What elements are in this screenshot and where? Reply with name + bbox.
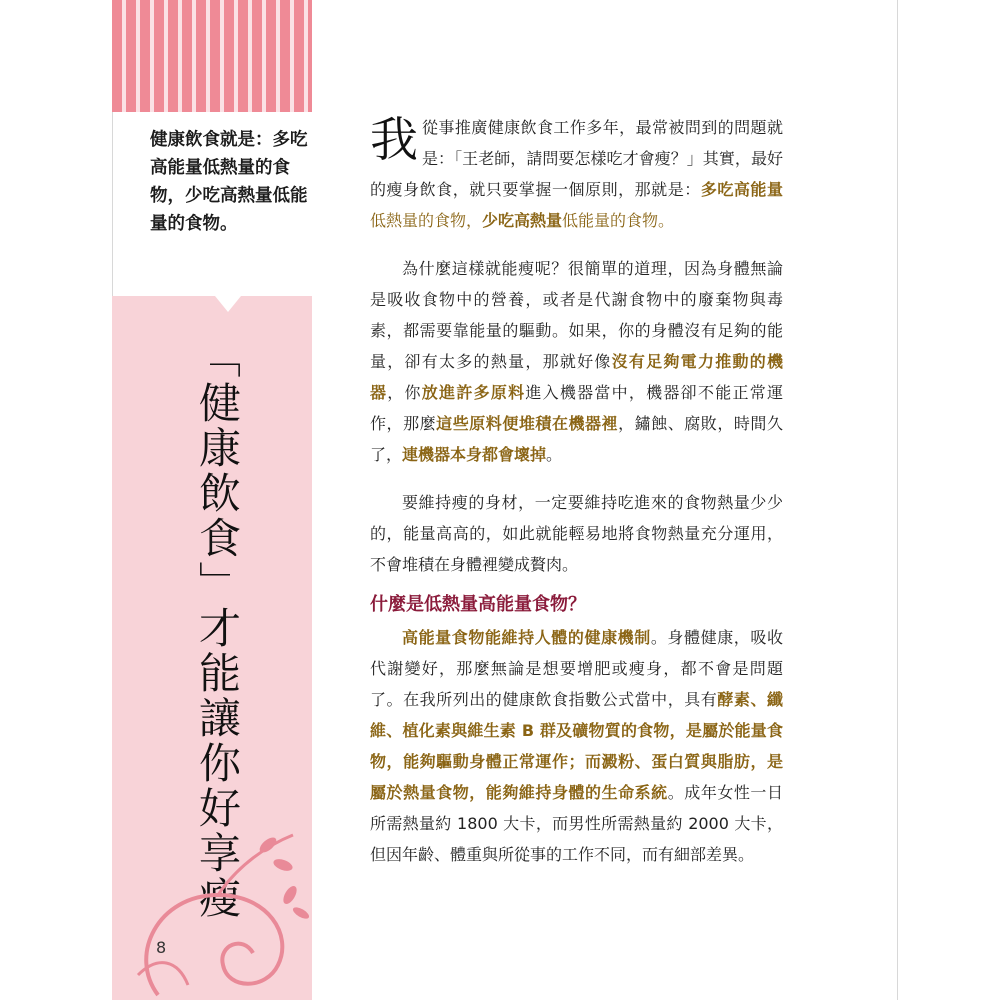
sidebar <box>112 0 312 1000</box>
stripe-band <box>112 0 312 112</box>
pull-quote: 健康飲食就是：多吃高能量低熱量的食物，少吃高熱量低能量的食物。 <box>150 130 308 234</box>
highlight-text: 高能量食物能維持人體的健康機制 <box>402 628 651 647</box>
highlight-text: 連機器本身都會壞掉 <box>402 445 547 464</box>
highlight-text: 放進許多原料 <box>421 383 526 402</box>
paragraph-maintain: 要維持瘦的身材，一定要維持吃進來的食物熱量少少的，能量高高的，如此就能輕易地將食物熱量充分運用，不會堆積在身體裡變成贅肉。 <box>370 493 783 574</box>
drop-cap: 我 <box>370 112 419 168</box>
accent-text: 低熱量的食物， <box>370 211 483 230</box>
page-number: 8 <box>156 938 167 957</box>
intro-text: 從事推廣健康飲食工作多年，最常被問到的問題就是：「王老師，請問要怎樣吃才會瘦？」其實，最好的瘦身飲食，就只要掌握一個原則，那就是： <box>370 118 783 199</box>
body-text: 為什麼這樣就能瘦呢？很簡單的道理，因為身體無論是吸收食物中的營養，或者是代謝食物中的廢棄物與毒素，都需要靠能量的驅動。如果，你的身體沒有足夠的能量，卻有太多的熱量，那就好像 <box>370 259 783 371</box>
highlight-text: 少吃高熱量 <box>482 211 563 230</box>
chapter-title: 「健康飲食」才能讓你好享瘦 <box>193 336 242 921</box>
notch-marker <box>215 296 241 312</box>
body-text: ，鏽蝕、腐敗，時間久了， <box>370 414 783 464</box>
article-body <box>370 112 783 870</box>
paragraph-energy-food <box>370 622 783 870</box>
accent-text: 量的食物。 <box>594 211 675 230</box>
body-text: 。身體健康，吸收代謝變好，那麼無論是想要增肥或瘦身，都不會是問題了。在我所列出的健康飲食指數公式當中，具有 <box>370 628 783 709</box>
paragraph-why <box>370 253 783 470</box>
accent-text: 低能 <box>562 211 595 230</box>
highlight-text: 沒有足夠電力推動的機器 <box>370 352 783 402</box>
body-text: ，你 <box>387 383 422 402</box>
highlight-text: 多吃高能量 <box>700 180 783 199</box>
body-text: 。成年女性一日所需熱量約 1800 大卡，而男性所需熱量約 2000 大卡，但因年齡、體重與所從事的工作不同，而有細部差異。 <box>370 783 783 864</box>
section-subheading: 什麼是低熱量高能量食物？ <box>370 594 586 615</box>
paragraph-intro <box>370 112 783 236</box>
highlight-text: 這些原料便堆積在機器裡 <box>436 414 619 433</box>
body-text: 。 <box>546 445 563 464</box>
highlight-text: 酵素、纖維、植化素與維生素 B 群及礦物質的食物，是屬於能量食物，能夠驅動身體正常運作；而澱粉、蛋白質與脂肪，是屬於熱量食物，能夠維持身體的生命系統 <box>370 690 783 802</box>
floral-swirl-icon <box>118 785 318 1000</box>
body-text: 進入機器當中，機器卻不能正常運作，那麼 <box>370 383 783 433</box>
